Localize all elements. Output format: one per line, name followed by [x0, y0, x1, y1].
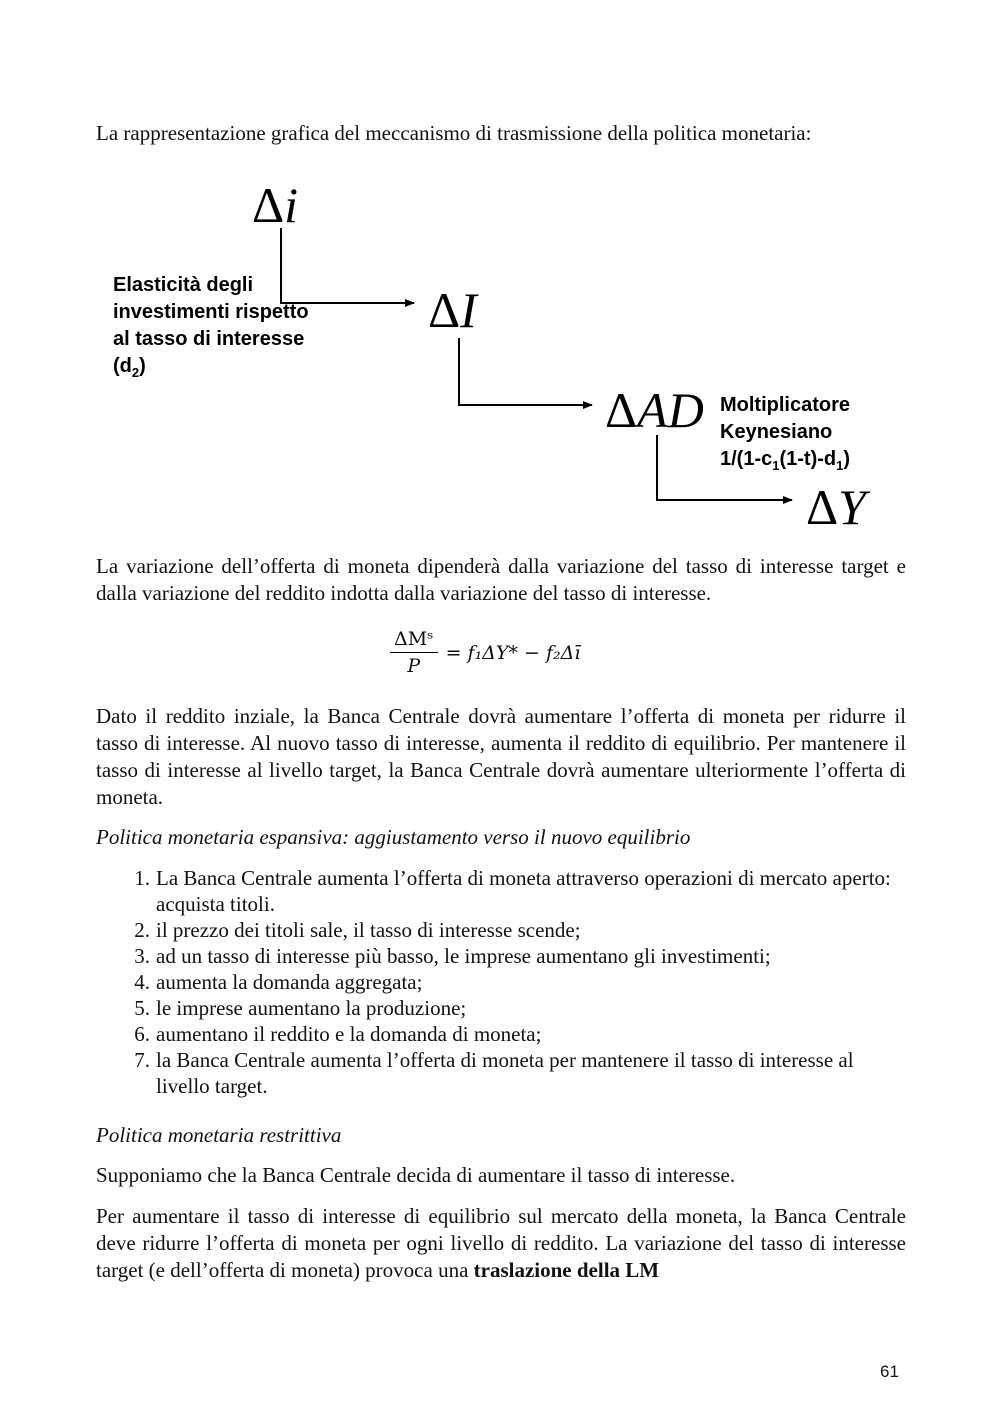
intro-text: La rappresentazione grafica del meccanismo di trasmissione della politica monetaria: — [96, 121, 812, 145]
delta-I-symbol: ΔI — [428, 282, 477, 338]
page-number: 61 — [880, 1362, 899, 1381]
paragraph-suppose: Supponiamo che la Banca Centrale decida di aumentare il tasso di interesse. — [96, 1163, 736, 1187]
list-item: 3. ad un tasso di interesse più basso, le imprese aumentano gli investimenti; — [134, 944, 771, 968]
heading-expansive-policy: Politica monetaria espansiva: aggiustamento verso il nuovo equilibrio — [96, 825, 691, 849]
heading-restrictive-policy: Politica monetaria restrittiva — [96, 1123, 342, 1147]
arrow-AD-to-Y — [657, 435, 792, 500]
equation-rhs: = f₁ΔY* − f₂Δī — [445, 641, 581, 664]
equation-numerator: ΔMˢ — [390, 628, 438, 653]
equation-denominator: P — [407, 655, 421, 677]
paragraph-initial-income: Dato il reddito inziale, la Banca Centrale dovrà aumentare l’offerta di moneta per ridurre il tasso di interesse. Al nuovo tasso di interesse, aumenta il reddito di equilibrio. Per mantenere il tasso di interesse al livello target, la Banca Centrale dovrà aumentare ulteriormente l’offerta di moneta. — [96, 704, 906, 809]
list-item: 4. aumenta la domanda aggregata; — [134, 970, 423, 994]
arrow-I-to-AD — [459, 338, 592, 405]
list-item: 1. La Banca Centrale aumenta l’offerta di moneta attraverso operazioni di mercato aperto: acquista titoli. — [134, 866, 891, 916]
bold-lm-shift: traslazione della LM — [473, 1258, 660, 1282]
paragraph-money-supply: La variazione dell’offerta di moneta dipenderà dalla variazione del tasso di interesse target e dalla variazione del reddito indotta dalla variazione del tasso di interesse. — [96, 554, 906, 605]
list-item: 6. aumentano il reddito e la domanda di moneta; — [134, 1022, 542, 1046]
steps-list — [96, 865, 906, 1099]
delta-i-symbol: Δi — [252, 177, 299, 233]
paragraph-increase-rate: Per aumentare il tasso di interesse di equilibrio sul mercato della moneta, la Banca Centrale deve ridurre l’offerta di moneta per ogni livello di reddito. La variazione del tasso di interesse target (e dell’offerta di moneta) provoca una traslazione della LM — [96, 1204, 906, 1282]
money-supply-equation — [390, 628, 580, 677]
elasticity-label: Elasticità degli investimenti rispetto al tasso di interesse $(d_2)$ — [113, 274, 309, 380]
diagram-arrows — [0, 0, 1000, 560]
delta-Y-symbol: ΔY — [806, 479, 866, 535]
arrow-i-to-I — [281, 228, 414, 303]
list-item: 5. le imprese aumentano la produzione; — [134, 996, 467, 1020]
delta-AD-symbol: ΔAD — [605, 382, 704, 438]
list-item: 2. il prezzo dei titoli sale, il tasso di interesse scende; — [134, 918, 581, 942]
multiplier-label: Moltiplicatore Keynesiano $1/(1-c_1(1-t)-d_1)$ — [720, 394, 851, 473]
list-item: 7. la Banca Centrale aumenta l’offerta di moneta per mantenere il tasso di interesse al livello target. — [134, 1048, 854, 1098]
